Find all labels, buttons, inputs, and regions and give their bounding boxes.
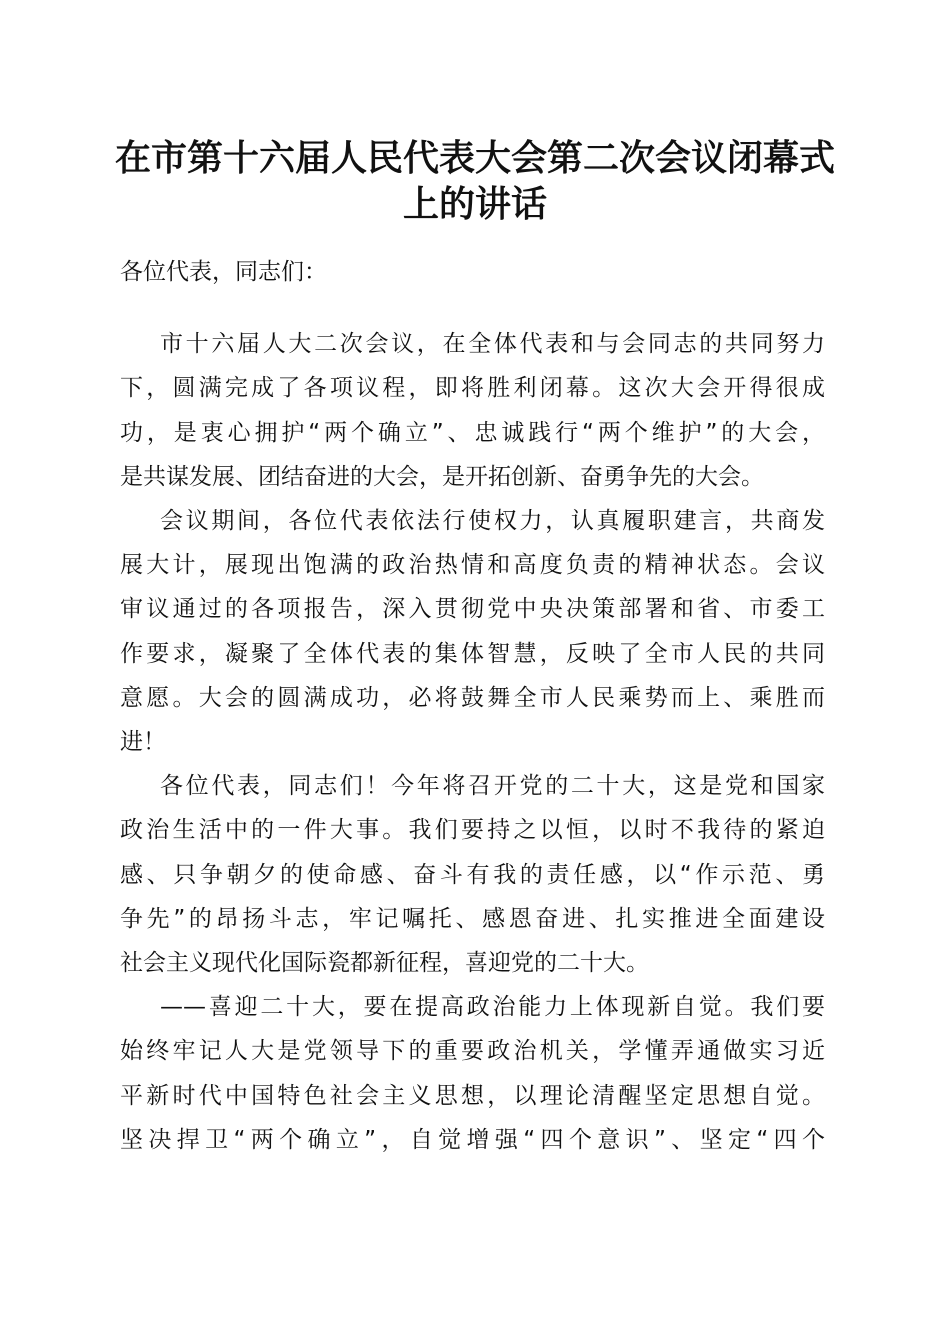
paragraphs xyxy=(120,322,825,1162)
paragraph-line: 市十六届人大二次会议，在全体代表和与会同志的共同努力 xyxy=(160,331,825,358)
paragraph-line: 政治生活中的一件大事。我们要持之以恒，以时不我待的紧迫 xyxy=(120,817,825,844)
paragraph-line: 会议期间，各位代表依法行使权力，认真履职建言，共商发 xyxy=(160,508,825,535)
paragraph-line: 展大计，展现出饱满的政治热情和高度负责的精神状态。会议 xyxy=(120,552,825,579)
paragraph xyxy=(120,499,825,764)
paragraph-line: 各位代表，同志们！今年将召开党的二十大，这是党和国家 xyxy=(160,773,825,800)
paragraph-line: 功，是衷心拥护“两个确立”、忠诚践行“两个维护”的大会， xyxy=(120,419,825,446)
paragraph-line: 始终牢记人大是党领导下的重要政治机关，学懂弄通做实习近 xyxy=(120,1038,825,1065)
paragraph-line: ——喜迎二十大，要在提高政治能力上体现新自觉。我们要 xyxy=(160,994,825,1021)
title-line: 在市第十六届人民代表大会第二次会议闭幕式 xyxy=(114,137,835,179)
paragraph-line: 坚决捍卫“两个确立”，自觉增强“四个意识”、坚定“四个 xyxy=(120,1126,825,1153)
paragraph-line: 审议通过的各项报告，深入贯彻党中央决策部署和省、市委工 xyxy=(120,596,825,623)
paragraph-line: 作要求，凝聚了全体代表的集体智慧，反映了全市人民的共同 xyxy=(120,640,825,667)
paragraph-line: 进！ xyxy=(120,729,166,756)
document-body xyxy=(120,250,825,1162)
paragraph xyxy=(120,764,825,985)
document-title xyxy=(0,135,950,227)
paragraph-line: 争先”的昂扬斗志，牢记嘱托、感恩奋进、扎实推进全面建设 xyxy=(120,905,825,932)
paragraph-line: 感、只争朝夕的使命感、奋斗有我的责任感，以“作示范、勇 xyxy=(120,861,825,888)
paragraph-line: 意愿。大会的圆满成功，必将鼓舞全市人民乘势而上、乘胜而 xyxy=(120,684,825,711)
salutation: 各位代表，同志们： xyxy=(120,259,327,285)
paragraph-line: 平新时代中国特色社会主义思想，以理论清醒坚定思想自觉。 xyxy=(120,1082,825,1109)
title-line: 上的讲话 xyxy=(402,183,547,225)
paragraph-line: 社会主义现代化国际瓷都新征程，喜迎党的二十大。 xyxy=(120,950,649,977)
paragraph-line: 下，圆满完成了各项议程，即将胜利闭幕。这次大会开得很成 xyxy=(120,375,825,402)
paragraph xyxy=(120,985,825,1162)
paragraph xyxy=(120,322,825,499)
paragraph-line: 是共谋发展、团结奋进的大会，是开拓创新、奋勇争先的大会。 xyxy=(120,463,764,490)
